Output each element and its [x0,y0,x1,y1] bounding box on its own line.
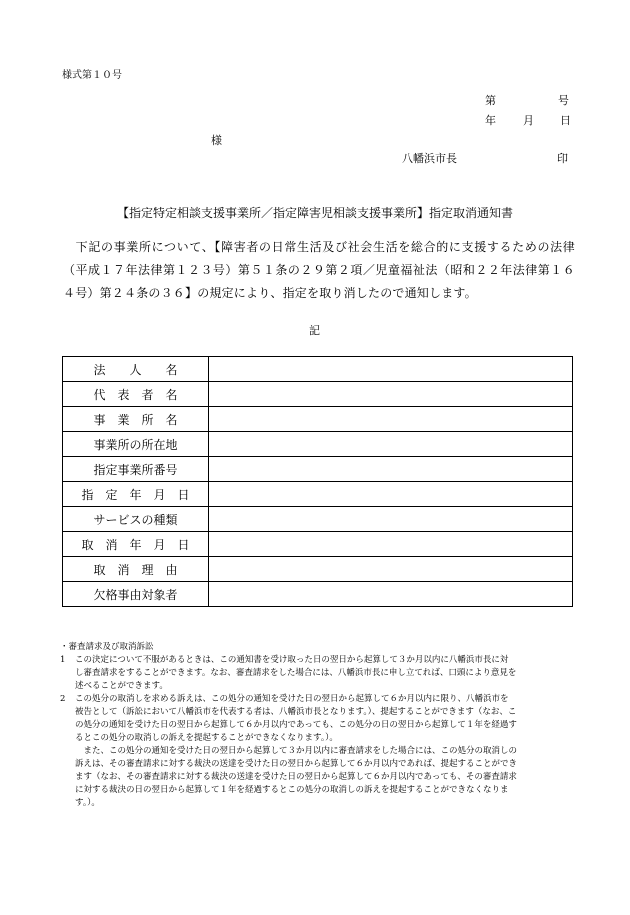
table-row [63,582,573,607]
note-line: に対する裁決の日の翌日から起算して１年を経過するとこの処分の取消しの訴えを提起することができなくなりま [75,785,509,795]
document-title: 【指定特定相談支援事業所／指定障害児相談支援事業所】指定取消通知書 [116,206,513,220]
row-value-revocation-reason [209,557,573,582]
note-line: また、この処分の通知を受けた日の翌日から起算して３か月以内に審査請求をした場合には、この処分の取消しの [75,746,518,756]
row-value-office-number [209,457,573,482]
body-paragraph [63,236,575,305]
row-label-representative: 代 表 者 名 [63,382,209,407]
row-label-corporation: 法 人 名 [63,357,209,382]
note-line: ます（なお、その審査請求に対する裁決の送達を受けた日の翌日から起算して６か月以内であっても、その審査請求 [75,772,517,782]
row-label-revocation-date: 取 消 年 月 日 [63,532,209,557]
row-value-corporation [209,357,573,382]
table-row [63,382,573,407]
note-item-1 [60,654,580,667]
info-table [62,356,573,607]
row-label-disqualified-persons: 欠格事由対象者 [63,582,209,607]
document-number-suffix: 号 [558,94,569,107]
note-line: 述べることができます。 [75,681,168,691]
note-line: す。）。 [75,798,100,808]
note-number: 2 [60,694,66,704]
row-value-service-type [209,507,573,532]
body-line: ４号）第２４条の３６】の規定により、指定を取り消したので通知します。 [63,286,477,300]
document-number-label: 第 [485,94,496,107]
form-number: 様式第１０号 [62,70,122,81]
date-year: 年 [485,114,496,127]
notes-section [60,641,580,810]
row-label-revocation-reason: 取 消 理 由 [63,557,209,582]
date-month: 月 [523,114,534,127]
table-row [63,407,573,432]
row-value-office-name [209,407,573,432]
row-value-disqualified-persons [209,582,573,607]
row-label-office-address: 事業所の所在地 [63,432,209,457]
note-line: 被告として（訴訟において八幡浜市を代表する者は、八幡浜市長となります。）、提起することができます（なお、こ [75,707,517,717]
row-label-office-name: 事 業 所 名 [63,407,209,432]
note-line: 訴えは、その審査請求に対する裁決の送達を受けた日の翌日から起算して６か月以内であれば、提起することができ [75,759,518,769]
note-line: この決定について不服があるときは、この通知書を受け取った日の翌日から起算して３か月以内に八幡浜市長に対 [75,655,509,665]
table-row [63,507,573,532]
table-row [63,532,573,557]
note-line: るとこの処分の取消しの訴えを提起することができなくなります。）。 [75,733,338,743]
note-line: この処分の取消しを求める訴えは、この処分の通知を受けた日の翌日から起算して６か月以内に限り、八幡浜市を [75,694,509,704]
addressee-suffix: 様 [211,134,222,147]
note-line: し審査請求をすることができます。なお、審査請求をした場合には、八幡浜市長に申し立てれば、口頭により意見を [75,668,517,678]
table-row [63,357,573,382]
table-row [63,557,573,582]
table-row [63,432,573,457]
row-value-office-address [209,432,573,457]
row-value-designation-date [209,482,573,507]
table-row [63,482,573,507]
seal-mark: 印 [557,152,568,165]
note-line: の処分の通知を受けた日の翌日から起算して６か月以内であっても、この処分の日の翌日から起算して１年を経過す [75,720,517,730]
body-line: 下記の事業所について、【障害者の日常生活及び社会生活を総合的に支援するための法律 [63,240,575,254]
row-value-revocation-date [209,532,573,557]
issuer-name: 八幡浜市長 [402,152,457,165]
row-value-representative [209,382,573,407]
row-label-service-type: サービスの種類 [63,507,209,532]
note-item-2 [60,693,580,706]
body-line: （平成１７年法律第１２３号）第５１条の２９第２項／児童福祉法（昭和２２年法律第１６ [63,263,575,277]
table-row [63,457,573,482]
notes-heading: ・審査請求及び取消訴訟 [60,642,154,652]
note-number: 1 [60,655,66,665]
ki-heading: 記 [309,324,320,337]
row-label-designation-date: 指 定 年 月 日 [63,482,209,507]
date-day: 日 [560,114,571,127]
row-label-office-number: 指定事業所番号 [63,457,209,482]
